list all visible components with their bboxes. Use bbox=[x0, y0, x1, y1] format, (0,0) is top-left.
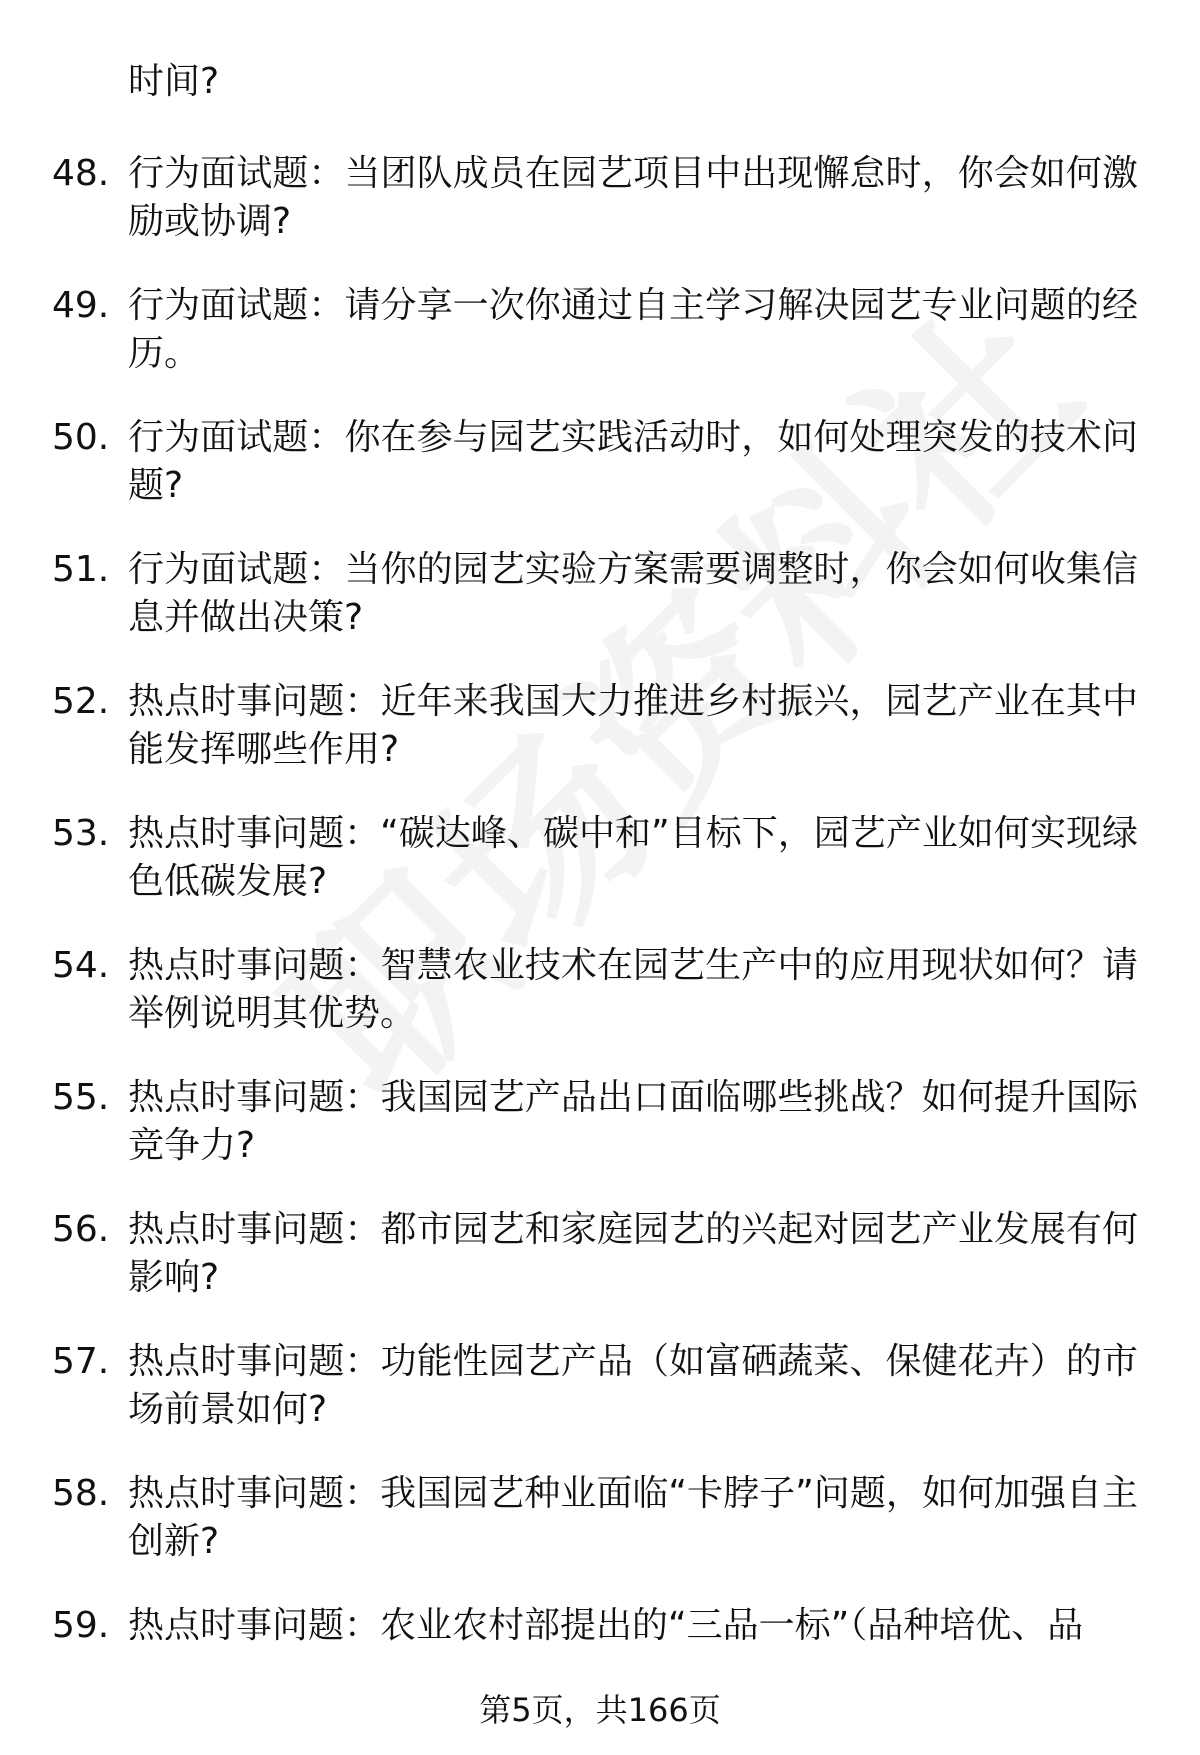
question-list bbox=[0, 150, 1200, 1734]
question-number: 51. bbox=[52, 549, 110, 590]
question-number: 58. bbox=[52, 1473, 110, 1514]
question-number: 50. bbox=[52, 417, 110, 458]
question-item bbox=[0, 1074, 1200, 1206]
question-item bbox=[0, 1470, 1200, 1602]
question-number: 53. bbox=[52, 813, 110, 854]
question-number: 48. bbox=[52, 153, 110, 194]
question-text: 热点时事问题：我国园艺种业面临“卡脖子”问题，如何加强自主创新? bbox=[128, 1473, 1138, 1562]
question-item bbox=[0, 1338, 1200, 1470]
question-number: 55. bbox=[52, 1077, 110, 1118]
question-item bbox=[0, 678, 1200, 810]
question-item bbox=[0, 282, 1200, 414]
question-item bbox=[0, 414, 1200, 546]
question-text: 热点时事问题：智慧农业技术在园艺生产中的应用现状如何？请举例说明其优势。 bbox=[128, 945, 1138, 1034]
question-text: 热点时事问题：都市园艺和家庭园艺的兴起对园艺产业发展有何影响? bbox=[128, 1209, 1138, 1298]
question-text: 热点时事问题：近年来我国大力推进乡村振兴，园艺产业在其中能发挥哪些作用? bbox=[128, 681, 1138, 770]
question-number: 54. bbox=[52, 945, 110, 986]
page-footer: 第5页，共166页 bbox=[479, 1691, 721, 1729]
question-number: 57. bbox=[52, 1341, 110, 1382]
question-item bbox=[0, 150, 1200, 282]
question-item bbox=[0, 810, 1200, 942]
continuation-text: 时间? bbox=[128, 61, 220, 102]
question-text: 热点时事问题：农业农村部提出的“三品一标”（品种培优、品 bbox=[128, 1605, 1084, 1646]
question-number: 56. bbox=[52, 1209, 110, 1250]
question-number: 49. bbox=[52, 285, 110, 326]
question-text: 热点时事问题：“碳达峰、碳中和”目标下，园艺产业如何实现绿色低碳发展? bbox=[128, 813, 1138, 902]
question-text: 行为面试题：请分享一次你通过自主学习解决园艺专业问题的经历。 bbox=[128, 285, 1138, 374]
question-number: 52. bbox=[52, 681, 110, 722]
question-item bbox=[0, 1206, 1200, 1338]
question-text: 行为面试题：当你的园艺实验方案需要调整时，你会如何收集信息并做出决策? bbox=[128, 549, 1138, 638]
question-text: 热点时事问题：功能性园艺产品（如富硒蔬菜、保健花卉）的市场前景如何? bbox=[128, 1341, 1138, 1430]
question-item bbox=[0, 942, 1200, 1074]
question-text: 热点时事问题：我国园艺产品出口面临哪些挑战？如何提升国际竞争力? bbox=[128, 1077, 1138, 1166]
question-text: 行为面试题：当团队成员在园艺项目中出现懈怠时，你会如何激励或协调? bbox=[128, 153, 1138, 242]
question-item bbox=[0, 546, 1200, 678]
question-number: 59. bbox=[52, 1605, 110, 1646]
question-text: 行为面试题：你在参与园艺实践活动时，如何处理突发的技术问题? bbox=[128, 417, 1138, 506]
